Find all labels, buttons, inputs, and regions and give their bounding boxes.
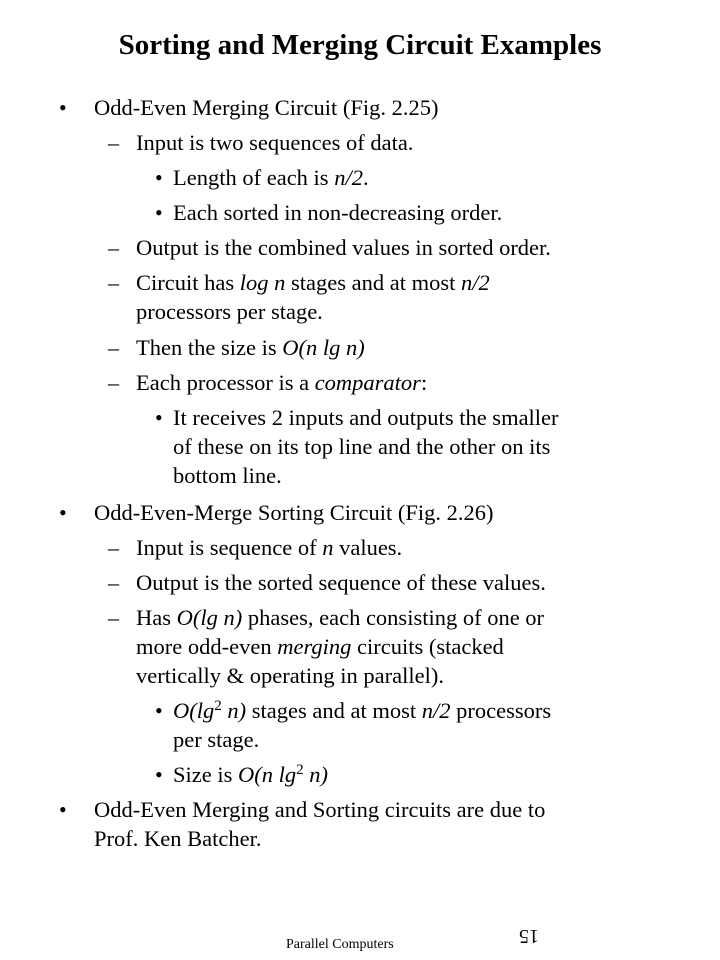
- sub-circuit-stages-cont: processors per stage.: [136, 299, 323, 324]
- bullet-marker: •: [155, 200, 163, 225]
- bullet-odd-even-merge-sorting: Odd-Even-Merge Sorting Circuit (Fig. 2.26): [94, 500, 494, 525]
- subsub-stages-2: per stage.: [173, 727, 260, 752]
- bullet-marker: •: [59, 95, 67, 120]
- dash-marker: –: [108, 270, 119, 295]
- subsub-size: Size is O(n $\lg^2 n$): [173, 762, 328, 787]
- bullet-marker: •: [155, 698, 163, 723]
- dash-marker: –: [108, 570, 119, 595]
- dash-marker: –: [108, 535, 119, 560]
- bullet-marker: •: [59, 500, 67, 525]
- sub-phases-2: more odd-even merging circuits (stacked: [136, 634, 504, 659]
- dash-marker: –: [108, 605, 119, 630]
- bullet-marker: •: [155, 405, 163, 430]
- subsub-comparator-desc-1: It receives 2 inputs and outputs the smaller: [173, 405, 559, 430]
- dash-marker: –: [108, 335, 119, 360]
- sub-output-combined: Output is the combined values in sorted order.: [136, 235, 551, 260]
- bullet-batcher-1: Odd-Even Merging and Sorting circuits are due to: [94, 797, 546, 822]
- dash-marker: –: [108, 370, 119, 395]
- sub-comparator: Each processor is a comparator:: [136, 370, 428, 395]
- subsub-length: Length of each is n/2.: [173, 165, 369, 190]
- footer-text: Parallel Computers: [286, 937, 394, 952]
- bullet-marker: •: [59, 797, 67, 822]
- sub-input-sequence: Input is sequence of n values.: [136, 535, 403, 560]
- subsub-comparator-desc-3: bottom line.: [173, 463, 282, 488]
- subsub-stages-1: $O(\lg^2$ n) stages and at most n/2 processors: [173, 698, 552, 723]
- page-number: 15: [519, 925, 539, 947]
- bullet-odd-even-merging: Odd-Even Merging Circuit (Fig. 2.25): [94, 95, 439, 120]
- sub-input-two-sequences: Input is two sequences of data.: [136, 130, 414, 155]
- dash-marker: –: [108, 130, 119, 155]
- dash-marker: –: [108, 235, 119, 260]
- bullet-marker: •: [155, 165, 163, 190]
- slide-title: Sorting and Merging Circuit Examples: [118, 29, 602, 61]
- sub-phases-3: vertically & operating in parallel).: [136, 663, 445, 688]
- sub-size: Then the size is O(n lg n): [136, 335, 365, 360]
- sub-circuit-stages: Circuit has log n stages and at most n/2: [136, 270, 490, 295]
- subsub-comparator-desc-2: of these on its top line and the other on its: [173, 434, 551, 459]
- sub-output-sorted: Output is the sorted sequence of these values.: [136, 570, 546, 595]
- subsub-sorted: Each sorted in non-decreasing order.: [173, 200, 503, 225]
- sub-phases-1: Has O(lg n) phases, each consisting of one or: [136, 605, 545, 630]
- bullet-marker: •: [155, 762, 163, 787]
- bullet-batcher-2: Prof. Ken Batcher.: [94, 826, 262, 851]
